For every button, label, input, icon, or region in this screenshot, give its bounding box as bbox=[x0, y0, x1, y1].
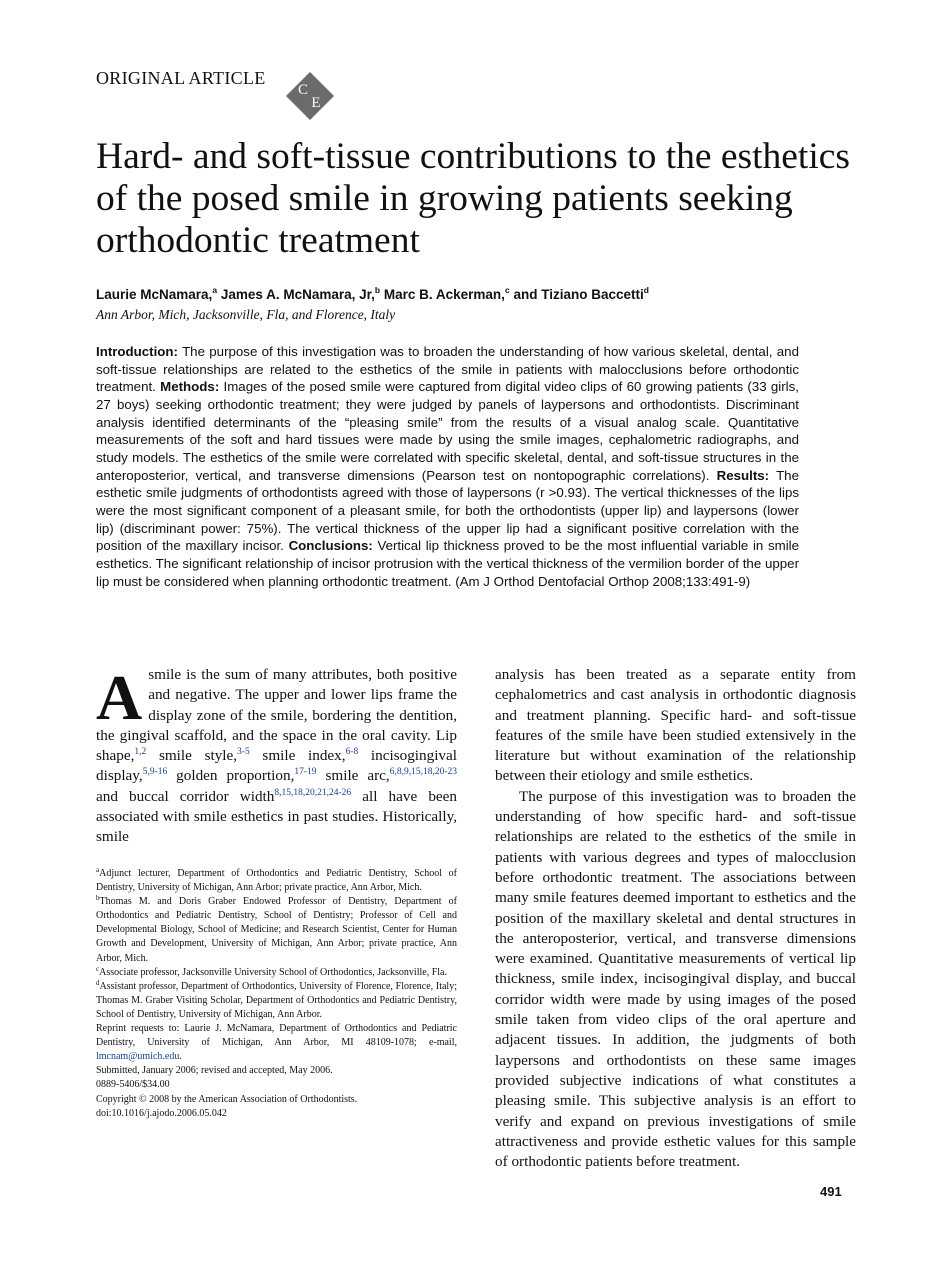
author-list bbox=[96, 287, 856, 302]
email-link[interactable]: lmcnam@umich.edu bbox=[96, 1051, 180, 1063]
body-paragraph: analysis has been treated as a separate entity from cephalometrics and cast analysis in orthodontic diagnosis and treatment planning. Specific hard- and soft-tissue features of the smile have been studied extensively in the literature but without examination of the relationship between their etiology and smile esthetics. bbox=[495, 666, 856, 785]
footnote-c bbox=[96, 966, 457, 980]
submission-dates: Submitted, January 2006; revised and accepted, May 2006. bbox=[96, 1065, 333, 1077]
ce-diamond-shape bbox=[286, 72, 334, 120]
author-mark: b bbox=[374, 285, 381, 295]
footnote-text: Adjunct lecturer, Department of Orthodontics and Pediatric Dentistry, School of Dentistry, University of Michigan, Ann Arbor; private practice, Ann Arbor, Mich. bbox=[96, 868, 457, 894]
body-text-run: smile index, bbox=[249, 747, 346, 765]
body-text-run: incisogingival display, bbox=[96, 747, 457, 785]
copyright: Copyright © 2008 by the American Association of Orthodontists. bbox=[96, 1093, 358, 1105]
author-mark: d bbox=[643, 285, 649, 295]
author-name: James A. McNamara, Jr, bbox=[220, 287, 375, 302]
abstract-methods-label: Methods: bbox=[160, 379, 220, 395]
footnote-mark: b bbox=[96, 894, 100, 903]
citation-link[interactable]: 5,9-16 bbox=[142, 767, 168, 778]
author-affiliation: Ann Arbor, Mich, Jacksonville, Fla, and Florence, Italy bbox=[96, 307, 396, 322]
ce-letter-e: E bbox=[311, 95, 321, 111]
reprint-text: Reprint requests to: Laurie J. McNamara, Department of Orthodontics and Pediatric Dentistry, University of Michigan, Ann Arbor, MI 48109-1078; e-mail, bbox=[96, 1023, 457, 1049]
footnote-mark: d bbox=[96, 978, 100, 987]
footnote-mark: a bbox=[96, 866, 100, 874]
author-name: Laurie McNamara, bbox=[96, 287, 213, 302]
drop-cap: A bbox=[96, 662, 143, 733]
footnote-text: Thomas M. and Doris Graber Endowed Professor of Dentistry, Department of Orthodontics and Pediatric Dentistry, School of Dentistry; Professor of Cell and Developmental Biology, School of Medicine; and Research Scientist, Center for Human Growth and Development, University of Michigan, Ann Arbor; private practice, Ann Arbor, Mich. bbox=[96, 896, 457, 964]
abstract-conclusions-label: Conclusions: bbox=[288, 538, 373, 554]
article-title: Hard- and soft-tissue contributions to the esthetics of the posed smile in growing patients seeking orthodontic treatment bbox=[96, 136, 851, 261]
author-mark: c bbox=[504, 285, 510, 295]
ce-badge-icon bbox=[286, 72, 334, 120]
footnotes bbox=[96, 867, 457, 1121]
abstract-conclusions: Vertical lip thickness proved to be the most influential variable in smile esthetics. The significant relationship of incisor protrusion with the vertical thickness of the vermilion border of the upper lip must be considered when planning orthodontic treatment. (Am J Orthod Dentofacial Orthop 2008;133:491-9) bbox=[96, 538, 799, 589]
page-number: 491 bbox=[820, 1184, 842, 1199]
ce-letter-c: C bbox=[297, 82, 309, 98]
abstract-results-label: Results: bbox=[716, 467, 770, 483]
abstract-introduction: The purpose of this investigation was to broaden the understanding of how various skeletal, dental, and soft-tissue relationships are related to the esthetics of the smile in patients with malocclusions before orthodontic treatment. bbox=[96, 344, 799, 395]
abstract-introduction-label: Introduction: bbox=[96, 344, 178, 359]
footnote-b bbox=[96, 895, 457, 965]
footnote-text: Assistant professor, Department of Orthodontics, University of Florence, Florence, Italy; Thomas M. Graber Visiting Scholar, Department of Orthodontics and Pediatric Dentistry, School of Dentistry, University of Michigan, Ann Arbor. bbox=[96, 980, 457, 1020]
author-mark: a bbox=[212, 285, 218, 295]
body-column-left bbox=[96, 662, 457, 848]
footnote-text: Associate professor, Jacksonville University School of Orthodontics, Jacksonville, Fla. bbox=[99, 966, 447, 978]
citation-link[interactable]: 6,8,9,15,18,20-23 bbox=[389, 767, 457, 778]
reprint-requests: Reprint requests to: Laurie J. McNamara, Department of Orthodontics and Pediatric Dentistry, University of Michigan, Ann Arbor, MI 48109-1078; e-mail, lmcnam@umich.edu. bbox=[96, 1023, 457, 1063]
body-text-run: smile is the sum of many attributes, both positive and negative. The upper and lower lips frame the display zone of the smile, bordering the dentition, the gingival scaffold, and the space in the oral cavity. Lip shape, bbox=[96, 666, 457, 765]
body-paragraph bbox=[96, 662, 457, 848]
footnote-d bbox=[96, 980, 457, 1022]
citation-link[interactable]: 17-19 bbox=[294, 767, 317, 778]
footnote-mark: c bbox=[96, 964, 100, 973]
citation-link[interactable]: 8,15,18,20,21,24-26 bbox=[274, 787, 352, 798]
abstract-methods: Images of the posed smile were captured from digital video clips of 60 growing patients (33 girls, 27 boys) seeking orthodontic treatment; they were judged by panels of laypersons and orthodontists. Discriminant analysis identified determinants of the “pleasing smile” from the results of a visual analog scale. Quantitative measurements of the soft and hard tissues were made by using the smile images, cephalometric radiographs, and study models. The esthetics of the smile were correlated with specific skeletal, dental, and soft-tissue structures in the anteroposterior, vertical, and transverse dimensions (Pearson test on nontopographic correlations). bbox=[96, 379, 799, 483]
body-text-run: all have been associated with smile esthetics in past studies. Historically, smile bbox=[96, 787, 457, 846]
author-name: Marc B. Ackerman, bbox=[383, 287, 505, 302]
price-code: 0889-5406/$34.00 bbox=[96, 1079, 170, 1091]
body-text-run: and buccal corridor width bbox=[96, 787, 275, 805]
body-text-run: golden proportion, bbox=[167, 767, 295, 785]
citation-link[interactable]: 1,2 bbox=[134, 747, 147, 758]
footnote-a bbox=[96, 867, 457, 895]
article-type-label: ORIGINAL ARTICLE bbox=[96, 68, 266, 88]
citation-link[interactable]: 6-8 bbox=[345, 747, 359, 758]
doi: doi:10.1016/j.ajodo.2006.05.042 bbox=[96, 1107, 227, 1119]
abstract bbox=[96, 343, 799, 590]
citation-link[interactable]: 3-5 bbox=[237, 747, 250, 758]
body-text-run: smile style, bbox=[146, 747, 238, 765]
body-paragraph: The purpose of this investigation was to broaden the understanding of how specific hard- and soft-tissue relationships are related to the esthetics of the smile in patients with various degrees and types of malocclusion before orthodontic treatment. The associations between many smile features deemed important to esthetics and the position of the maxillary skeletal and dental structures in the anteroposterior, vertical, and transverse dimensions were examined. Quantitative measurements of vertical lip thickness, smile index, incisogingival display, and buccal corridor width were made by using images of the posed smile taken from video clips of the oral aperture and adjacent tissues. In addition, the judgments of both laypersons and orthodontists on these same images provided subjective indications of what constitutes a pleasing smile. This subjective analysis is an effort to verify and expand on previous investigations of smile attractiveness and provide esthetic values for this sample of orthodontic patients before treatment. bbox=[495, 787, 856, 1171]
abstract-results: The esthetic smile judgments of orthodontists agreed with those of laypersons (r >0.93). The vertical thicknesses of the lips were the most significant component of a pleasant smile, for both the orthodontists (upper lip) and laypersons (lower lip) (discriminant power: 75%). The vertical thickness of the upper lip had a significant positive correlation with the position of the maxillary incisor. bbox=[96, 467, 799, 554]
body-text-run: smile arc, bbox=[316, 767, 390, 785]
body-column-right bbox=[495, 665, 856, 1172]
author-name: and Tiziano Baccetti bbox=[513, 287, 644, 302]
